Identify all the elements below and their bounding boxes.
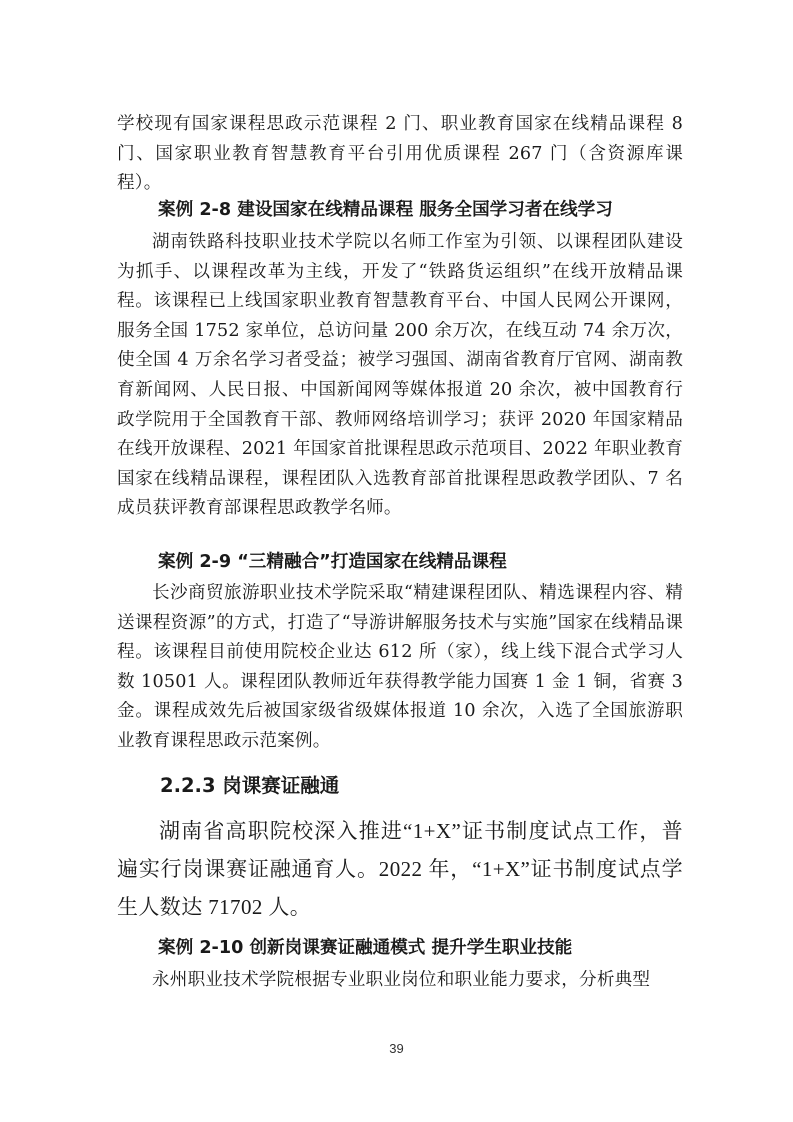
- heading-case-2-9: 案例 2-9 “三精融合”打造国家在线精品课程: [158, 552, 507, 572]
- paragraph-section-2-2-3: 湖南省高职院校深入推进“1+X”证书制度试点工作，普遍实行岗课赛证融通育人。2022 年，“1+X”证书制度试点学生人数达 71702 人。: [117, 819, 683, 919]
- heading-case-2-10: 案例 2-10 创新岗课赛证融通模式 提升学生职业技能: [158, 938, 573, 958]
- paragraph-course-stats: 学校现有国家课程思政示范课程 2 门、职业教育国家在线精品课程 8 门、国家职业教育智慧教育平台引用优质课程 267 门（含资源库课程）。: [117, 114, 683, 194]
- paragraph-case-2-10: 永州职业技术学院根据专业职业岗位和职业能力要求，分析典型: [152, 970, 651, 990]
- paragraph-case-2-8: 湖南铁路科技职业技术学院以名师工作室为引领、以课程团队建设为抓手、以课程改革为主线，开发了“铁路货运组织”在线开放精品课程。该课程已上线国家职业教育智慧教育平台、中国人民网公开课网，服务全国 1752 家单位，总访问量 200 余万次，在线互动 74 余万次，使全国 4 万余名学习者受益；被学习强国、湖南省教育厅官网、湖南教育新闻网、人民日报、中国新闻网等媒体报道 20 余次，被中国教育行政学院用于全国教育干部、教师网络培训学习；获评 2020 年国家精品在线开放课程、2021 年国家首批课程思政示范项目、2022 年职业教育国家在线精品课程，课程团队入选教育部首批课程思政教学团队、7 名成员获评教育部课程思政教学名师。: [117, 232, 683, 519]
- paragraph-case-2-9: 长沙商贸旅游职业技术学院采取“精建课程团队、精选课程内容、精送课程资源”的方式，打造了“导游讲解服务技术与实施”国家在线精品课程。该课程目前使用院校企业达 612 所（家），线上线下混合式学习人数 10501 人。课程团队教师近年获得教学能力国赛 1 金 1 铜，省赛 3 金。课程成效先后被国家级省级媒体报道 10 余次，入选了全国旅游职业教育课程思政示范案例。: [117, 583, 683, 751]
- page-number: 39: [389, 1041, 404, 1056]
- heading-case-2-8: 案例 2-8 建设国家在线精品课程 服务全国学习者在线学习: [158, 200, 613, 220]
- section-heading-2-2-3: 2.2.3 岗课赛证融通: [160, 774, 340, 797]
